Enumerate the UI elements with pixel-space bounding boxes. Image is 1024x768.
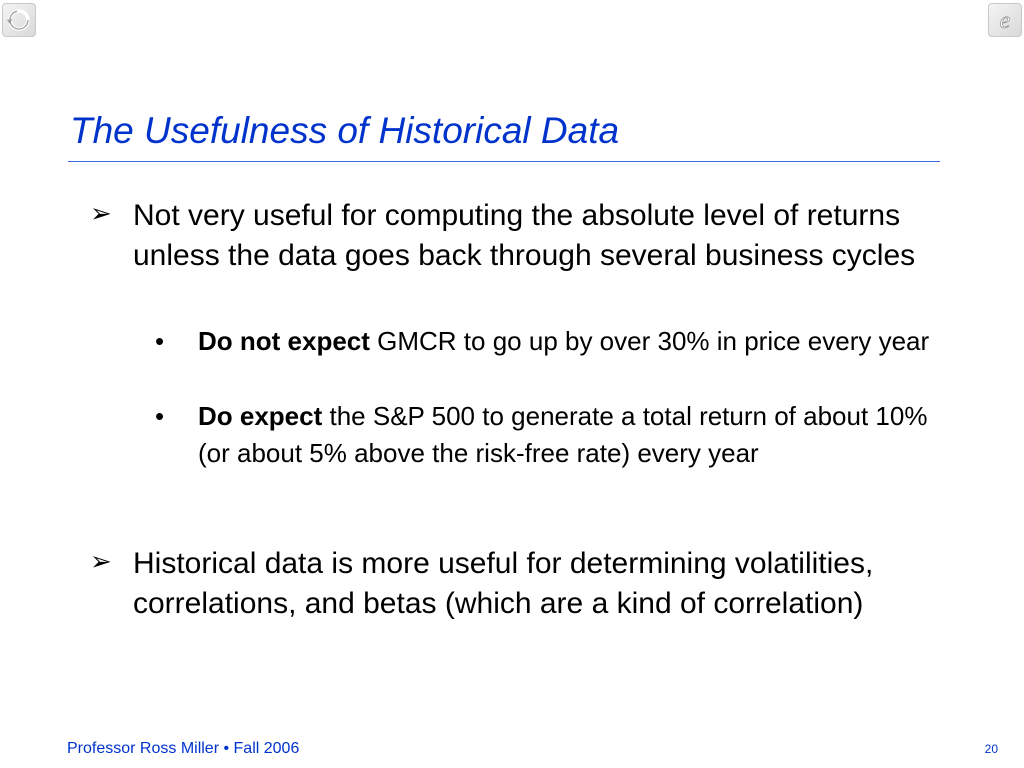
page-number: 20 xyxy=(984,742,998,756)
rotate-logo-icon xyxy=(2,3,36,37)
bullet-text: Historical data is more useful for determining volatilities, correlations, and betas (which are a kind of correlation) xyxy=(133,547,874,620)
dot-bullet-icon: • xyxy=(155,401,165,431)
footer-credit: Professor Ross Miller • Fall 2006 xyxy=(67,740,300,757)
arrow-bullet-icon: ➢ xyxy=(90,546,112,576)
e-logo-icon xyxy=(988,3,1022,37)
sub-bullet-bold: Do expect xyxy=(198,401,323,431)
title-underline xyxy=(68,161,940,162)
slide-title: The Usefulness of Historical Data xyxy=(70,110,620,151)
sub-bullet-text xyxy=(198,323,958,360)
sub-bullet-rest: the S&P 500 to generate a total return of about 10% (or about 5% above the risk-free rate) every year xyxy=(198,401,928,468)
bullet-text: Not very useful for computing the absolute level of returns unless the data goes back through several business cycles xyxy=(133,199,916,272)
sub-bullet-rest: GMCR to go up by over 30% in price every year xyxy=(369,326,930,356)
dot-bullet-icon: • xyxy=(155,326,165,356)
sub-bullet-text xyxy=(198,398,958,472)
svg-text:e: e xyxy=(999,8,1011,34)
arrow-bullet-icon: ➢ xyxy=(90,198,112,228)
sub-bullet-bold: Do not expect xyxy=(198,326,370,356)
